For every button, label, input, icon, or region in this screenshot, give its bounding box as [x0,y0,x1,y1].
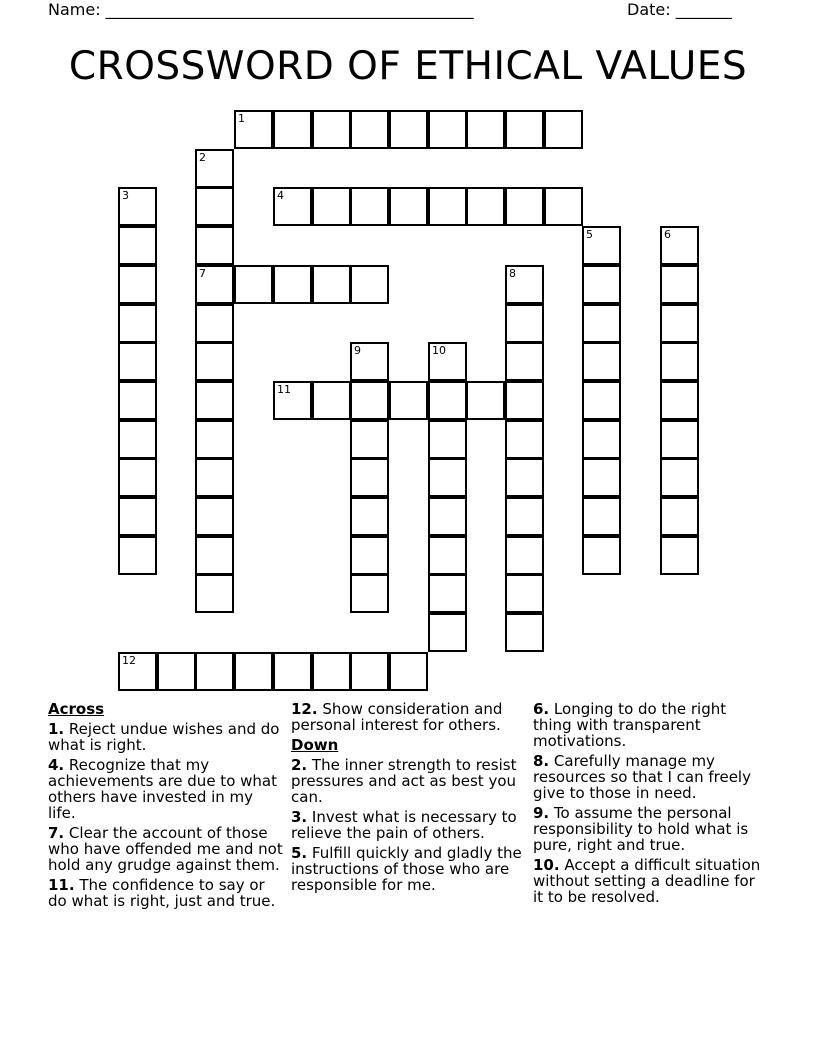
grid-cell[interactable] [505,110,544,149]
grid-cell[interactable] [389,187,428,226]
down-clue-6 [533,701,768,749]
across-clue-7 [48,825,283,873]
across-clue-1 [48,721,283,753]
clue-text: Longing to do the right thing with transparent motivations. [533,700,727,750]
grid-cell[interactable] [660,265,699,304]
grid-cell[interactable] [195,574,234,613]
grid-cell[interactable] [312,265,351,304]
grid-cell[interactable] [660,458,699,497]
grid-cell[interactable] [273,381,312,420]
grid-cell[interactable] [234,265,273,304]
grid-cell[interactable] [118,226,157,265]
grid-cell[interactable] [312,110,351,149]
grid-cell[interactable] [118,420,157,459]
grid-cell[interactable] [544,110,583,149]
clue-number-label: 7 [199,267,206,280]
grid-cell[interactable] [582,304,621,343]
clue-column-2 [291,701,526,897]
grid-cell[interactable] [118,342,157,381]
clue-number-label: 6 [664,228,671,241]
across-heading: Across [48,700,105,718]
clue-number-label: 5 [586,228,593,241]
grid-cell[interactable] [350,458,389,497]
grid-cell[interactable] [312,381,351,420]
grid-cell[interactable] [195,536,234,575]
grid-cell[interactable] [273,265,312,304]
clue-number: 5. [291,844,308,862]
grid-cell[interactable] [195,342,234,381]
clue-number: 8. [533,752,550,770]
grid-cell[interactable] [505,420,544,459]
grid-cell[interactable] [118,652,157,691]
clue-text: The inner strength to resist pressures and act as best you can. [291,756,517,806]
grid-cell[interactable] [660,497,699,536]
grid-cell[interactable] [389,381,428,420]
clue-number: 3. [291,808,308,826]
grid-cell[interactable] [350,342,389,381]
grid-cell[interactable] [118,381,157,420]
clue-text: Carefully manage my resources so that I can freely give to those in need. [533,752,751,802]
clue-number: 11. [48,876,75,894]
grid-cell[interactable] [273,110,312,149]
grid-cell[interactable] [660,381,699,420]
grid-cell[interactable] [195,381,234,420]
grid-cell[interactable] [428,497,467,536]
grid-cell[interactable] [428,110,467,149]
grid-cell[interactable] [466,110,505,149]
grid-cell[interactable] [350,187,389,226]
grid-cell[interactable] [428,613,467,652]
grid-cell[interactable] [350,265,389,304]
grid-cell[interactable] [195,149,234,188]
grid-cell[interactable] [505,342,544,381]
grid-cell[interactable] [505,381,544,420]
grid-cell[interactable] [312,187,351,226]
grid-cell[interactable] [582,420,621,459]
grid-cell[interactable] [273,652,312,691]
grid-cell[interactable] [660,420,699,459]
clue-text: Fulfill quickly and gladly the instructions of those who are responsible for me. [291,844,522,894]
grid-cell[interactable] [195,187,234,226]
grid-cell[interactable] [505,187,544,226]
clue-number: 7. [48,824,65,842]
across-clue-11 [48,877,283,909]
clue-number: 9. [533,804,550,822]
clue-number-label: 8 [509,267,516,280]
clue-text: Recognize that my achievements are due to what others have invested in my life. [48,756,277,822]
grid-cell[interactable] [505,497,544,536]
grid-cell[interactable] [582,265,621,304]
clue-number: 10. [533,856,560,874]
page-title: CROSSWORD OF ETHICAL VALUES [68,44,748,89]
grid-cell[interactable] [582,458,621,497]
grid-cell[interactable] [118,304,157,343]
down-clue-8 [533,753,768,801]
clue-number: 1. [48,720,65,738]
grid-cell[interactable] [118,458,157,497]
grid-cell[interactable] [350,381,389,420]
grid-cell[interactable] [582,342,621,381]
clue-text: To assume the personal responsibility to hold what is pure, right and true. [533,804,749,854]
grid-cell[interactable] [544,187,583,226]
across-clue-12 [291,701,526,733]
down-clue-2 [291,757,526,805]
across-clue-4 [48,757,283,821]
grid-cell[interactable] [582,381,621,420]
grid-cell[interactable] [428,187,467,226]
grid-cell[interactable] [505,304,544,343]
grid-cell[interactable] [350,536,389,575]
grid-cell[interactable] [389,652,428,691]
clue-number-label: 12 [122,654,136,667]
grid-cell[interactable] [466,187,505,226]
clue-number: 12. [291,700,318,718]
grid-cell[interactable] [350,497,389,536]
grid-cell[interactable] [234,110,273,149]
grid-cell[interactable] [428,458,467,497]
grid-cell[interactable] [582,536,621,575]
grid-cell[interactable] [350,652,389,691]
grid-cell[interactable] [466,381,505,420]
grid-cell[interactable] [582,497,621,536]
down-clue-3 [291,809,526,841]
clue-number: 6. [533,700,550,718]
clue-number-label: 3 [122,189,129,202]
date-field[interactable]: Date: _______ [627,0,732,19]
clue-number-label: 9 [354,344,361,357]
grid-cell[interactable] [118,187,157,226]
grid-cell[interactable] [350,574,389,613]
grid-cell[interactable] [195,265,234,304]
clue-column-1 [48,701,283,913]
grid-cell[interactable] [660,226,699,265]
grid-cell[interactable] [350,420,389,459]
clue-number-label: 10 [432,344,446,357]
clue-number: 4. [48,756,65,774]
grid-cell[interactable] [428,381,467,420]
down-clue-5 [291,845,526,893]
grid-cell[interactable] [350,110,389,149]
name-field[interactable]: Name: ______________________________________________ [48,0,474,19]
grid-cell[interactable] [118,536,157,575]
clue-text: The confidence to say or do what is right, just and true. [48,876,276,910]
grid-cell[interactable] [195,458,234,497]
grid-cell[interactable] [389,110,428,149]
grid-cell[interactable] [505,265,544,304]
grid-cell[interactable] [234,652,273,691]
clue-number-label: 4 [277,189,284,202]
clue-text: Clear the account of those who have offended me and not hold any grudge against them. [48,824,283,874]
grid-cell[interactable] [505,536,544,575]
clue-number-label: 2 [199,151,206,164]
grid-cell[interactable] [118,265,157,304]
clue-text: Show consideration and personal interest for others. [291,700,503,734]
grid-cell[interactable] [157,652,196,691]
grid-cell[interactable] [505,574,544,613]
grid-cell[interactable] [428,342,467,381]
grid-cell[interactable] [195,420,234,459]
grid-cell[interactable] [273,187,312,226]
grid-cell[interactable] [195,226,234,265]
down-heading: Down [291,736,339,754]
grid-cell[interactable] [582,226,621,265]
grid-cell[interactable] [505,458,544,497]
down-clue-10 [533,857,768,905]
clue-text: Accept a difficult situation without setting a deadline for it to be resolved. [533,856,761,906]
grid-cell[interactable] [660,304,699,343]
grid-cell[interactable] [195,652,234,691]
grid-cell[interactable] [428,536,467,575]
grid-cell[interactable] [505,613,544,652]
grid-cell[interactable] [195,304,234,343]
clue-number-label: 11 [277,383,291,396]
grid-cell[interactable] [660,342,699,381]
clue-text: Reject undue wishes and do what is right. [48,720,280,754]
clue-number-label: 1 [238,112,245,125]
grid-cell[interactable] [118,497,157,536]
grid-cell[interactable] [428,420,467,459]
grid-cell[interactable] [195,497,234,536]
grid-cell[interactable] [660,536,699,575]
grid-cell[interactable] [428,574,467,613]
clue-column-3 [533,701,768,909]
down-clue-9 [533,805,768,853]
clue-number: 2. [291,756,308,774]
grid-cell[interactable] [312,652,351,691]
clue-text: Invest what is necessary to relieve the pain of others. [291,808,517,842]
